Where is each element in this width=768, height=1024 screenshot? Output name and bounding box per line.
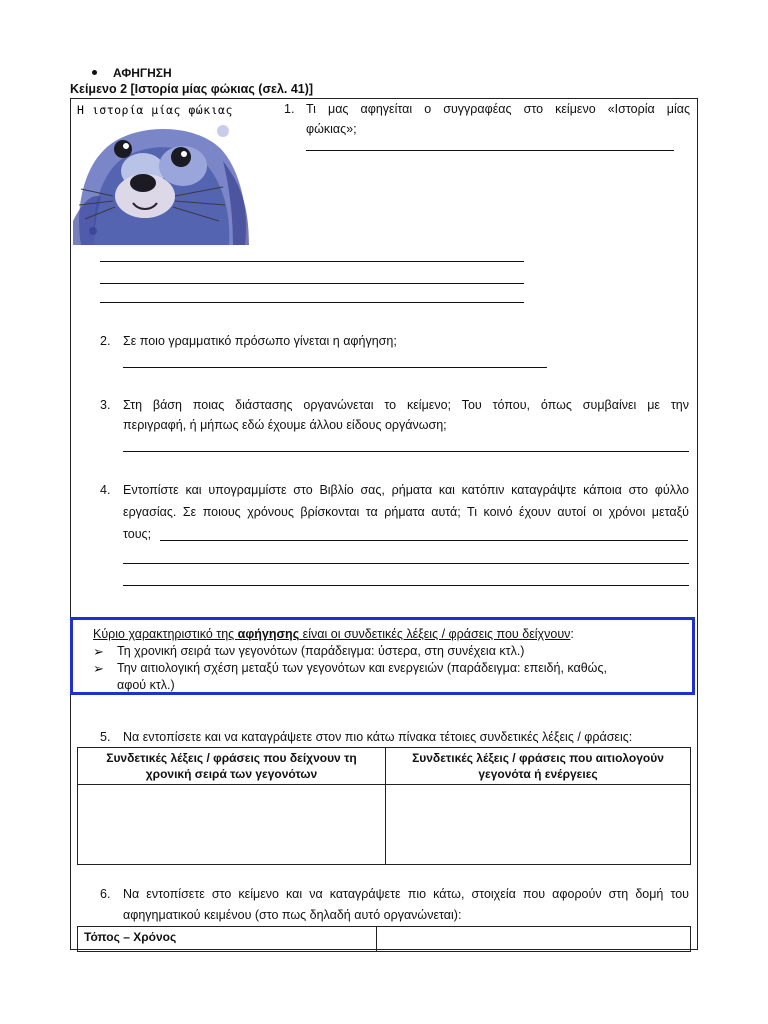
question-4-line3: τους; [123,527,152,541]
callout-item-1: ➢ Τη χρονική σειρά των γεγονότων (παράδειγμα: ύστερα, στη συνέχεια κτλ.) [93,644,525,659]
connectives-table [77,747,691,865]
callout-post: είναι οι συνδετικές λέξεις / φράσεις που δείχνουν [299,627,571,641]
question-5-text: Να εντοπίσετε και να καταγράψετε στον πιο κάτω πίνακα τέτοιες συνδετικές λέξεις / φράσεις: [123,730,633,744]
callout-bold: αφήγησης [237,627,300,641]
question-1-line1: Τι μας αφηγείται ο συγγραφέας στο κείμενο «Ιστορία μίας [306,102,690,116]
table-cell-cause-answer[interactable] [386,785,691,865]
question-3-line2: περιγραφή, ή μήπως εδώ έχουμε άλλου είδους οργάνωση; [123,418,447,432]
question-2-number: 2. [100,334,111,348]
structure-table [77,926,691,952]
answer-line[interactable] [160,540,688,541]
answer-line[interactable] [123,563,689,564]
image-caption: Η ιστορία μίας φώκιας [77,103,233,117]
seal-illustration [73,101,249,245]
question-4-line2: εργασίας. Σε ποιους χρόνους βρίσκονται τα ρήματα αυτά; Τι κοινό έχουν αυτοί οι χρόνοι μεταξύ [123,505,689,519]
callout-item-2: ➢ Την αιτιολογική σχέση μεταξύ των γεγονότων και ενεργειών (παράδειγμα: επειδή, καθώς, [93,661,607,676]
table-cell-place-time-answer[interactable] [377,927,691,952]
arrow-bullet-icon: ➢ [93,644,104,659]
document-title: Κείμενο 2 [Ιστορία μίας φώκιας (σελ. 41)] [70,82,314,96]
callout-item-2-cont: αφού κτλ.) [117,678,175,692]
callout-colon: : [570,627,574,641]
question-4-line1: Εντοπίστε και υπογραμμίστε στο Βιβλίο σας, ρήματα και κατόπιν καταγράψτε κάποια στο φύλλο [123,483,689,497]
question-6-line1: Να εντοπίσετε στο κείμενο και να καταγράψετε πιο κάτω, στοιχεία που αφορούν στη δομή του [123,887,689,901]
question-3-number: 3. [100,398,111,412]
answer-line[interactable] [100,302,524,303]
answer-line[interactable] [123,585,689,586]
arrow-bullet-icon: ➢ [93,661,104,676]
question-1-number: 1. [284,102,295,116]
table-header-time: Συνδετικές λέξεις / φράσεις που δείχνουν τη χρονική σειρά των γεγονότων [78,748,386,785]
section-heading: ΑΦΗΓΗΣΗ [92,66,172,80]
seal-painting [73,101,249,245]
question-5-number: 5. [100,730,111,744]
question-4-number: 4. [100,483,111,497]
question-6-number: 6. [100,887,111,901]
question-6-line2: αφηγηματικού κειμένου (στο πως δηλαδή αυτό οργανώνεται): [123,908,462,922]
question-1-line2: φώκιας»; [306,122,357,136]
answer-line[interactable] [123,367,547,368]
key-feature-callout [70,617,695,695]
answer-line[interactable] [100,283,524,284]
bullet-icon [92,70,97,75]
table-header-cause: Συνδετικές λέξεις / φράσεις που αιτιολογούν γεγονότα ή ενέργειες [386,748,691,785]
answer-line[interactable] [123,451,689,452]
table-cell-time-answer[interactable] [78,785,386,865]
callout-heading [93,626,574,643]
callout-pre: Κύριο χαρακτηριστικό της [93,627,238,641]
answer-line[interactable] [306,150,674,151]
answer-line[interactable] [100,261,524,262]
question-2-text: Σε ποιο γραμματικό πρόσωπο γίνεται η αφήγηση; [123,334,397,348]
table-row-place-time: Τόπος – Χρόνος [78,927,377,952]
question-3-line1: Στη βάση ποιας διάστασης οργανώνεται το κείμενο; Του τόπου, όπως συμβαίνει με την [123,398,689,412]
